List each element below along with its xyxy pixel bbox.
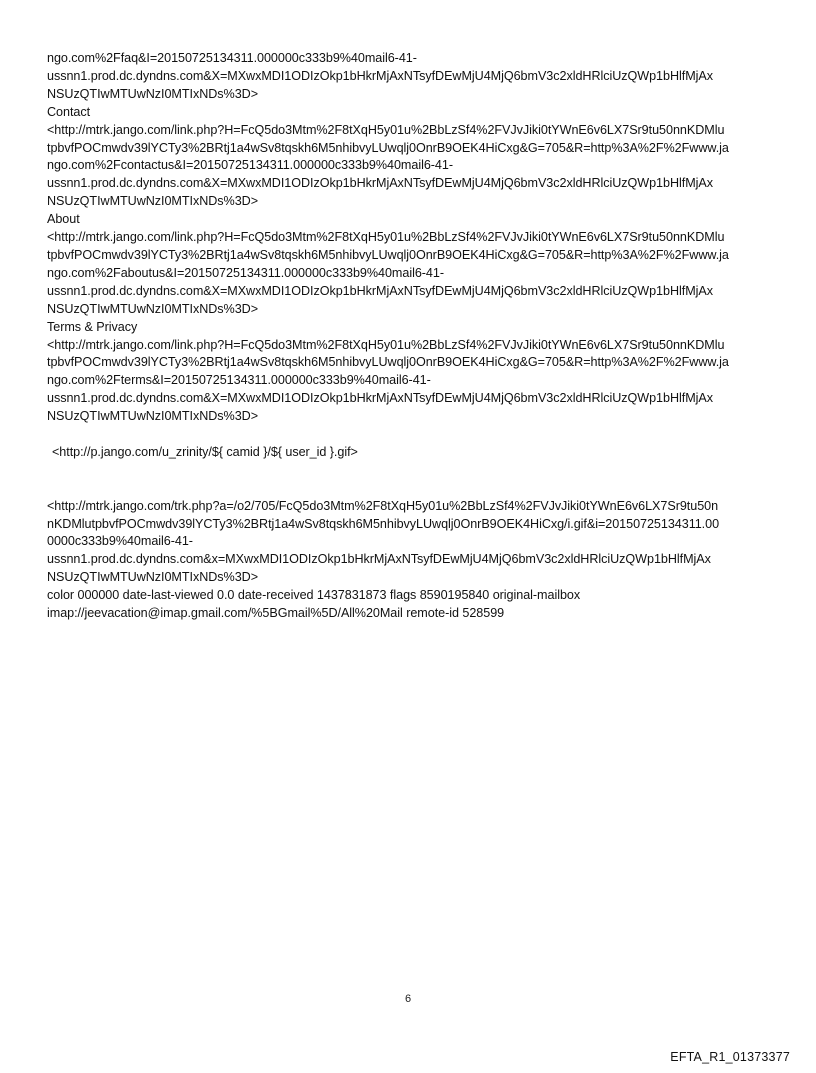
text-line: ngo.com%2Fcontactus&I=20150725134311.000000c333b9%40mail6-41- [47, 158, 453, 173]
document-body [47, 50, 777, 623]
mailbox-metadata-line: color 000000 date-last-viewed 0.0 date-received 1437831873 flags 8590195840 original-mailbox [47, 588, 581, 603]
text-line: ussnn1.prod.dc.dyndns.com&X=MXwxMDI1ODIzOkp1bHkrMjAxNTsyfDEwMjU4MjQ6bmV3c2xldHRlciUzQWp1bHlfMjAx [47, 283, 713, 298]
text-line: <http://mtrk.jango.com/link.php?H=FcQ5do3Mtm%2F8tXqH5y01u%2BbLzSf4%2FVJvJiki0tYWnE6v6LX7Sr9tu50nnKDMlu [47, 230, 725, 245]
tracking-url-line: <http://mtrk.jango.com/trk.php?a=/o2/705/FcQ5do3Mtm%2F8tXqH5y01u%2BbLzSf4%2FVJvJiki0tYWnE6v6LX7Sr9tu50n [47, 498, 719, 513]
text-line: ngo.com%2Ffaq&I=20150725134311.000000c333b9%40mail6-41- [47, 51, 417, 65]
text-line: ngo.com%2Fterms&I=20150725134311.000000c333b9%40mail6-41- [47, 373, 431, 388]
text-line: NSUzQTIwMTUwNzI0MTIxNDs%3D> [47, 409, 259, 424]
page-number: 6 [404, 993, 412, 1005]
link-label-terms-privacy: Terms & Privacy [47, 319, 138, 334]
tracking-url-line: ussnn1.prod.dc.dyndns.com&x=MXwxMDI1ODIzOkp1bHkrMjAxNTsyfDEwMjU4MjQ6bmV3c2xldHRlciUzQWp1bHlfMjAx [47, 552, 711, 567]
text-line: tpbvfPOCmwdv39lYCTy3%2BRtj1a4wSv8tqskh6M5nhibvyLUwqlj0OnrB9OEK4HiCxg&G=705&R=http%3A%2F%2Fwww.ja [47, 247, 729, 262]
blank-line [47, 426, 777, 444]
text-line: ussnn1.prod.dc.dyndns.com&X=MXwxMDI1ODIzOkp1bHkrMjAxNTsyfDEwMjU4MjQ6bmV3c2xldHRlciUzQWp1bHlfMjAx [47, 391, 713, 406]
mailbox-metadata-line: imap://jeevacation@imap.gmail.com/%5BGmail%5D/All%20Mail remote-id 528599 [47, 606, 505, 621]
text-line: NSUzQTIwMTUwNzI0MTIxNDs%3D> [47, 194, 259, 209]
tracking-url-line: nKDMlutpbvfPOCmwdv39lYCTy3%2BRtj1a4wSv8tqskh6M5nhibvyLUwqlj0OnrB9OEK4HiCxg/i.gif&i=20150725134311.00 [47, 516, 720, 531]
text-line: tpbvfPOCmwdv39lYCTy3%2BRtj1a4wSv8tqskh6M5nhibvyLUwqlj0OnrB9OEK4HiCxg&G=705&R=http%3A%2F%2Fwww.ja [47, 355, 729, 370]
text-line: tpbvfPOCmwdv39lYCTy3%2BRtj1a4wSv8tqskh6M5nhibvyLUwqlj0OnrB9OEK4HiCxg&G=705&R=http%3A%2F%2Fwww.ja [47, 140, 729, 155]
gif-url-line: <http://p.jango.com/u_zrinity/${ camid }/${ user_id }.gif> [52, 444, 358, 459]
text-line: ngo.com%2Faboutus&I=20150725134311.000000c333b9%40mail6-41- [47, 265, 444, 280]
text-line: ussnn1.prod.dc.dyndns.com&X=MXwxMDI1ODIzOkp1bHkrMjAxNTsyfDEwMjU4MjQ6bmV3c2xldHRlciUzQWp1bHlfMjAx [47, 176, 713, 191]
tracking-url-line: 0000c333b9%40mail6-41- [47, 534, 193, 549]
text-line: <http://mtrk.jango.com/link.php?H=FcQ5do3Mtm%2F8tXqH5y01u%2BbLzSf4%2FVJvJiki0tYWnE6v6LX7Sr9tu50nnKDMlu [47, 122, 725, 137]
link-label-contact: Contact [47, 104, 91, 119]
text-line: NSUzQTIwMTUwNzI0MTIxNDs%3D> [47, 86, 259, 101]
link-label-about: About [47, 212, 80, 227]
text-line: NSUzQTIwMTUwNzI0MTIxNDs%3D> [47, 301, 259, 316]
text-line: ussnn1.prod.dc.dyndns.com&X=MXwxMDI1ODIzOkp1bHkrMjAxNTsyfDEwMjU4MjQ6bmV3c2xldHRlciUzQWp1bHlfMjAx [47, 68, 713, 83]
tracking-url-line: NSUzQTIwMTUwNzI0MTIxNDs%3D> [47, 570, 259, 585]
blank-lines [47, 462, 777, 498]
text-line: <http://mtrk.jango.com/link.php?H=FcQ5do3Mtm%2F8tXqH5y01u%2BbLzSf4%2FVJvJiki0tYWnE6v6LX7Sr9tu50nnKDMlu [47, 337, 725, 352]
bates-number: EFTA_R1_01373377 [670, 1050, 790, 1064]
